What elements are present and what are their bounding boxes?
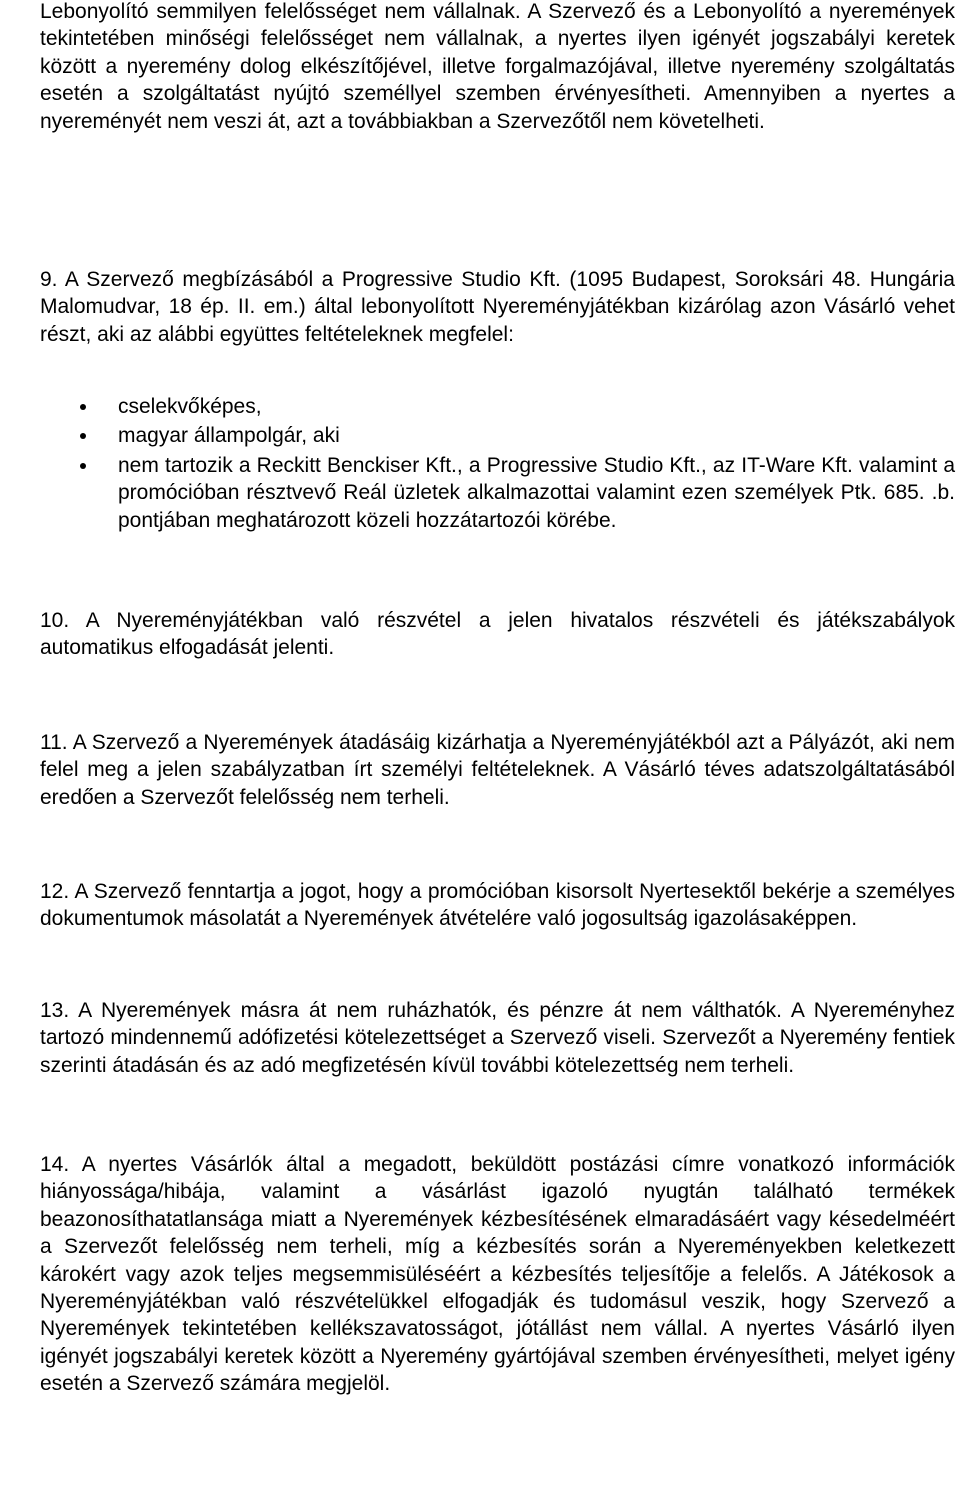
rule-item-13-text: 13. A Nyeremények másra át nem ruházhatók, és pénzre át nem válthatók. A Nyereményhez tartozó mindennemű adófizetési kötelezettséget a Szervező viseli. Szervezőt a Nyeremény fentiek szerinti átadásán és az adó megfizetésén kívül további kötelezettség nem terheli.: [40, 999, 955, 1077]
rule-item-14: [40, 1151, 955, 1398]
rule-item-14-text: 14. A nyertes Vásárlók által a megadott, beküldött postázási címre vonatkozó információk hiányossága/hibája, valamint a vásárlást igazoló nyugtán található termékek beazonosíthatatlansága miatt a Nyeremények kézbesítésének elmaradásáért vagy késedelméért a Szervezőt felelősség nem terheli, míg a kézbesítés során a Nyereményekben keletkezett károkért vagy azok teljes megsemmisüléséért a kézbesítés teljesítője a felelős. A Játékosok a Nyereményjátékban való részvételükkel elfogadják és tudomásul veszik, hogy Szervező a Nyeremények tekintetében kellékszavatosságot, jótállást nem vállal. A nyertes Vásárló ilyen igényét jogszabályi keretek között a Nyeremény gyártójával szemben érvényesítheti, melyet igény esetén a Szervező számára megjelöl.: [40, 1153, 955, 1396]
rule-item-12: [40, 878, 955, 933]
rule-item-9-number: 9.: [40, 268, 58, 291]
rule-item-10-text: 10. A Nyereményjátékban való részvétel a jelen hivatalos részvételi és játékszabályok automatikus elfogadását jelenti.: [40, 609, 955, 660]
rule-item-10-number: 10.: [40, 609, 70, 632]
intro-paragraph: Lebonyolító semmilyen felelősséget nem vállalnak. A Szervező és a Lebonyolító a nyeremények tekintetében minőségi felelősséget nem vállalnak, a nyertes ilyen igényét jogszabályi keretek között a nyeremény dolog elkészítőjével, illetve forgalmazójával, illetve nyeremény szolgáltatás esetén a szolgáltatást nyújtó személlyel szemben érvényesítheti. Amennyiben a nyertes a nyereményét nem veszi át, azt a továbbiakban a Szervezőtől nem követelheti.: [40, 0, 955, 133]
bullet-icon: [80, 463, 86, 469]
bullet-icon: [80, 433, 86, 439]
rule-item-13: [40, 997, 955, 1079]
rule-item-10: [40, 607, 955, 662]
rule-item-13-number: 13.: [40, 999, 70, 1022]
rule-item-9: [40, 266, 955, 348]
rule-item-14-number: 14.: [40, 1153, 70, 1176]
rule-item-11: [40, 729, 955, 811]
list-item: magyar állampolgár, aki: [40, 422, 955, 449]
list-item: cselekvőképes,: [40, 393, 955, 420]
rule-item-9-text: 9. A Szervező megbízásából a Progressive Studio Kft. (1095 Budapest, Soroksári 48. Hungária Malomudvar, 18 ép. II. em.) által lebonyolított Nyereményjátékban kizárólag azon Vásárló vehet részt, aki az alábbi együttes feltételeknek megfelel:: [40, 268, 955, 346]
rule-item-11-text: 11. A Szervező a Nyeremények átadásáig kizárhatja a Nyereményjátékból azt a Pályázót, aki nem felel meg a jelen szabályzatban írt személyi feltételeknek. A Vásárló téves adatszolgáltatásából eredően a Szervezőt felelősség nem terheli.: [40, 731, 955, 809]
rule-item-11-number: 11.: [40, 731, 68, 754]
bullet-icon: [80, 404, 86, 410]
eligibility-bullet-list: [40, 393, 955, 534]
rule-item-12-text: 12. A Szervező fenntartja a jogot, hogy a promócióban kisorsolt Nyertesektől bekérje a személyes dokumentumok másolatát a Nyeremények átvételére való jogosultság igazolásaképpen.: [40, 880, 955, 931]
rule-item-12-number: 12.: [40, 880, 70, 903]
list-item: nem tartozik a Reckitt Benckiser Kft., a Progressive Studio Kft., az IT-Ware Kft. valamint a promócióban résztvevő Reál üzletek alkalmazottai valamint ezen személyek Ptk. 685. .b. pontjában meghatározott közeli hozzátartozói körébe.: [40, 452, 955, 534]
